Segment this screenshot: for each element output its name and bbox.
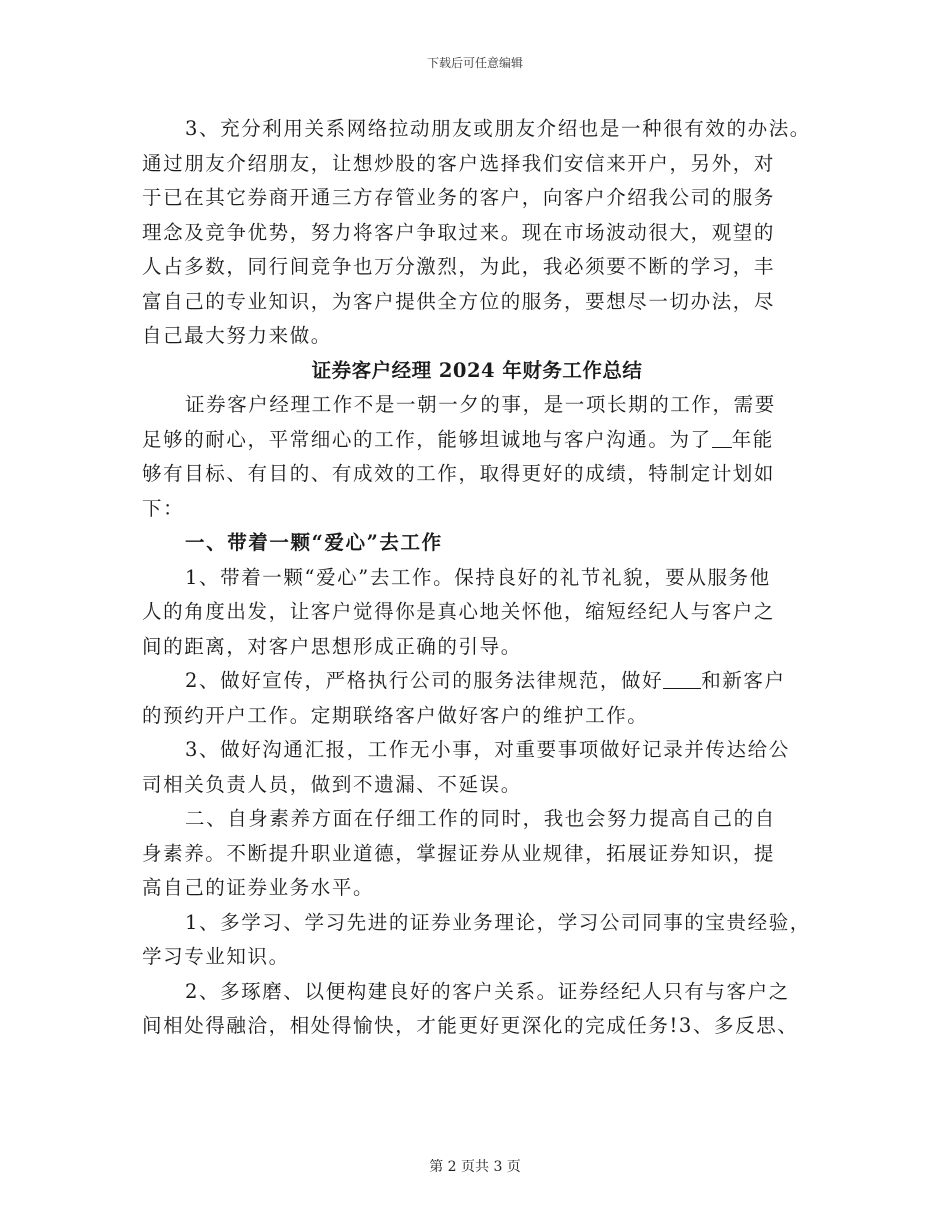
paragraph-line: 间的距离，对客户思想形成正确的引导。	[142, 634, 522, 658]
line-text: 足够的耐心，平常细心的工作，能够坦诚地与客户沟通。为了	[142, 427, 712, 451]
paragraph-line	[142, 423, 812, 458]
paragraph-line: 二、自身素养方面在仔细工作的同时，我也会努力提高自己的自	[185, 807, 776, 830]
fill-blank	[663, 668, 701, 689]
paragraph-line: 理念及竞争优势，努力将客户争取过来。现在市场波动很大，观望的	[142, 220, 776, 244]
paragraph-line: 1、带着一颗“爱心”去工作。保持良好的礼节礼貌，要从服务他	[185, 565, 771, 589]
paragraph-line: 间相处得融洽，相处得愉快，才能更好更深化的完成任务!3、多反思、	[142, 1014, 799, 1037]
line-text: 年能	[731, 427, 774, 451]
paragraph-line: 2、多琢磨、以便构建良好的客户关系。证券经纪人只有与客户之	[185, 979, 790, 1003]
paragraph-line: 3、充分利用关系网络拉动朋友或朋友介绍也是一种很有效的办法。	[185, 117, 811, 140]
section-title: 证券客户经理 2024 年财务工作总结	[311, 358, 643, 382]
paragraph-line: 司相关负责人员，做到不遗漏、不延误。	[142, 772, 522, 796]
paragraph-line: 高自己的证券业务水平。	[142, 876, 375, 899]
paragraph-line: 够有目标、有目的、有成效的工作，取得更好的成绩，特制定计划如	[142, 462, 776, 485]
paragraph-line: 人占多数，同行间竞争也万分激烈，为此，我必须要不断的学习，丰	[142, 255, 776, 278]
page-header: 下载后可任意编辑	[426, 56, 523, 70]
line-text: 和新客户	[701, 669, 786, 692]
paragraph-line: 通过朋友介绍朋友，让想炒股的客户选择我们安信来开户，另外，对	[142, 151, 776, 175]
page-footer: 第 2 页共 3 页	[429, 1159, 521, 1175]
paragraph-line: 证券客户经理工作不是一朝一夕的事，是一项长期的工作，需要	[185, 393, 776, 416]
paragraph-line: 下：	[142, 496, 185, 520]
paragraph-line: 于已在其它券商开通三方存管业务的客户，向客户介绍我公司的服务	[142, 186, 776, 209]
paragraph-line: 身素养。不断提升职业道德，掌握证券从业规律，拓展证券知识，提	[142, 841, 776, 865]
document-body	[142, 112, 812, 1044]
paragraph-line: 3、做好沟通汇报，工作无小事，对重要事项做好记录并传达给公	[185, 738, 790, 761]
paragraph-line	[142, 664, 812, 699]
paragraph-line: 富自己的专业知识，为客户提供全方位的服务，要想尽一切办法，尽	[142, 289, 776, 313]
paragraph-line: 人的角度出发，让客户觉得你是真心地关怀他，缩短经纪人与客户之	[142, 600, 776, 623]
paragraph-line: 学习专业知识。	[142, 945, 290, 968]
paragraph-line: 1、多学习、学习先进的证券业务理论，学习公司同事的宝贵经验，	[185, 910, 811, 934]
line-text: 2、做好宣传，严格执行公司的服务法律规范，做好	[185, 669, 664, 692]
paragraph-line: 的预约开户工作。定期联络客户做好客户的维护工作。	[142, 703, 649, 727]
paragraph-line: 自己最大努力来做。	[142, 324, 332, 347]
subheading: 一、带着一颗“爱心”去工作	[185, 531, 443, 554]
fill-blank	[712, 427, 732, 448]
